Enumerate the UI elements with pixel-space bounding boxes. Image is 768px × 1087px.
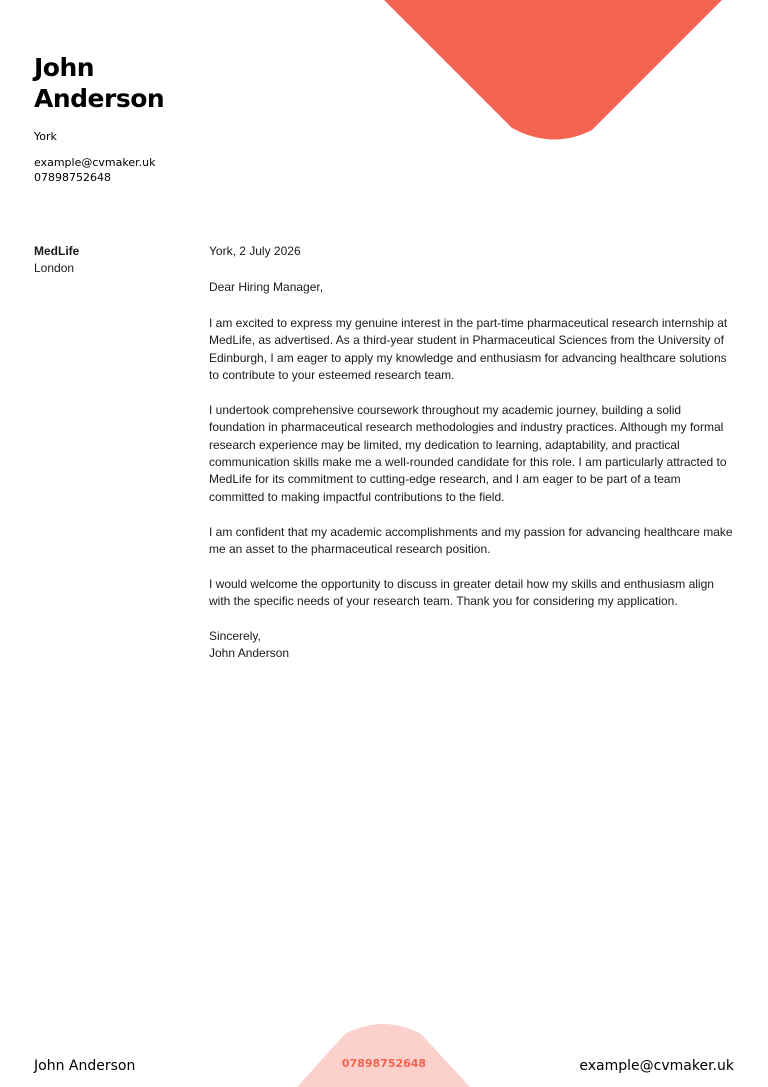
closing-phrase: Sincerely, [209, 629, 261, 644]
footer-name: John Anderson [34, 1058, 136, 1074]
letter-salutation: Dear Hiring Manager, [209, 280, 324, 295]
recipient-block [34, 243, 194, 277]
sender-last-name: Anderson [34, 84, 165, 113]
footer-email[interactable]: example@cvmaker.uk [579, 1058, 734, 1074]
letter-body [209, 243, 737, 680]
sender-header [34, 52, 234, 185]
footer-phone[interactable]: 07898752648 [341, 1057, 427, 1070]
letter-paragraph: I am excited to express my genuine interest in the part-time pharmaceutical research internship at MedLife, as advertised. As a third-year student in Pharmaceutical Sciences from the University of Edinburgh, I am eager to apply my knowledge and enthusiasm for advancing healthcare solutions to contribute to your esteemed research team. [209, 315, 728, 383]
signature-name: John Anderson [209, 646, 290, 661]
sender-email[interactable]: example@cvmaker.uk [34, 156, 156, 169]
sender-first-name: John [34, 53, 95, 82]
letter-date: York, 2 July 2026 [209, 244, 301, 258]
accent-triangle-shape [384, 0, 722, 140]
sender-phone[interactable]: 07898752648 [34, 171, 111, 184]
decorative-shape-bottom [0, 1020, 768, 1087]
recipient-city: London [34, 261, 75, 275]
letter-closing [209, 628, 737, 663]
sender-city: York [34, 130, 57, 143]
letter-paragraph: I would welcome the opportunity to discuss in greater detail how my skills and enthusiasm align with the specific needs of your research team. Thank you for considering my application. [209, 576, 714, 609]
letter-paragraph: I undertook comprehensive coursework throughout my academic journey, building a solid foundation in pharmaceutical research methodologies and industry practices. Although my formal research experience may be limited, my dedication to learning, adaptability, and practical communication skills make me a well-rounded candidate for this role. I am particularly attracted to MedLife for its commitment to cutting-edge research, and I am eager to be part of a team committed to making impactful contributions to the field. [209, 402, 727, 504]
letter-paragraph: I am confident that my academic accomplishments and my passion for advancing healthcare make me an asset to the pharmaceutical research position. [209, 524, 733, 557]
recipient-company: MedLife [34, 244, 80, 258]
